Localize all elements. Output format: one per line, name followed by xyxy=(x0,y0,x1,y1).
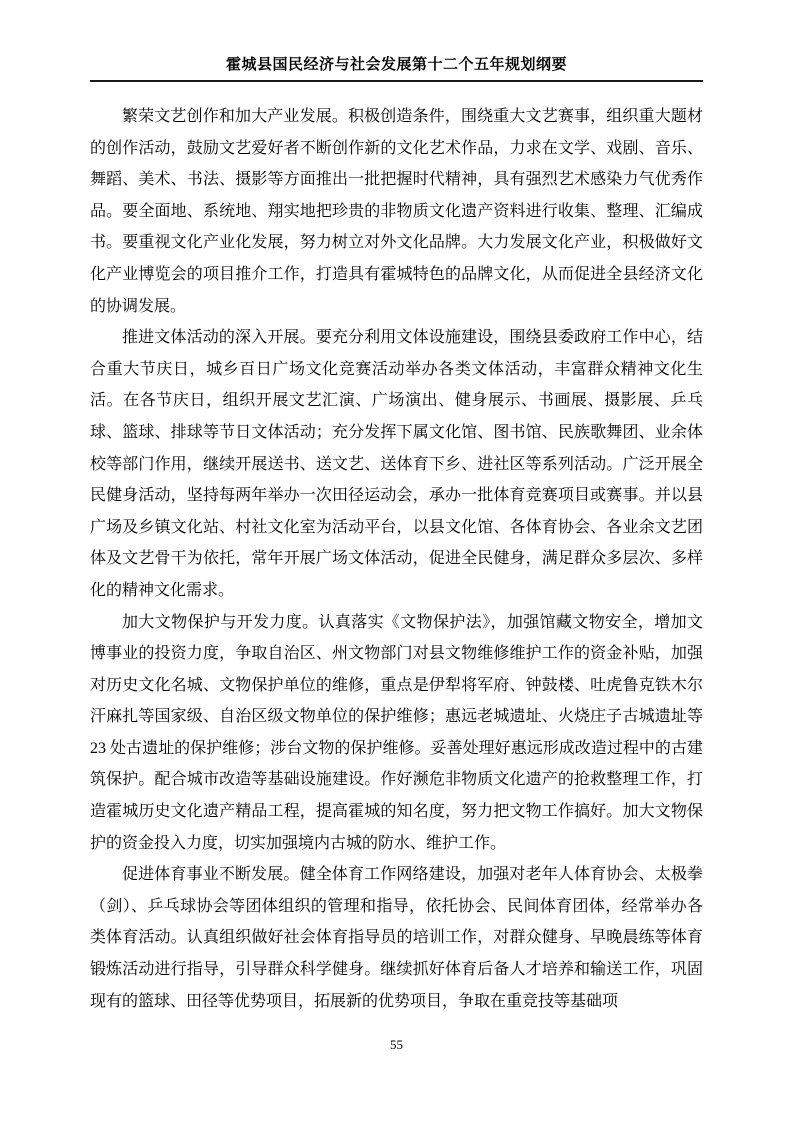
body-paragraph: 促进体育事业不断发展。健全体育工作网络建设，加强对老年人体育协会、太极拳（剑）、乒乓球协会等团体组织的管理和指导，依托协会、民间体育团体，经常举办各类体育活动。认真组织做好社会体育指导员的培训工作，对群众健身、早晚晨练等体育锻炼活动进行指导，引导群众科学健身。继续抓好体育后备人才培养和输送工作，巩固现有的篮球、田径等优势项目，拓展新的优势项目，争取在重竞技等基础项 xyxy=(90,866,703,1010)
page-number: 55 xyxy=(390,1037,403,1052)
body-paragraph: 加大文物保护与开发力度。认真落实《文物保护法》，加强馆藏文物安全，增加文博事业的投资力度，争取自治区、州文物部门对县文物维修维护工作的资金补贴，加强对历史文化名城、文物保护单位的维修，重点是伊犁将军府、钟鼓楼、吐虎鲁克铁木尔汗麻扎等国家级、自治区级文物单位的保护维修；惠远老城遗址、火烧庄子古城遗址等 23 处古遗址的保护维修；涉台文物的保护维修。妥善处理好惠远形成改造过程中的古建筑保护。配合城市改造等基础设施建设。作好濒危非物质文化遗产的抢救整理工作，打造霍城历史文化遗产精品工程，提高霍城的知名度，努力把文物工作搞好。加大文物保护的资金投入力度，切实加强境内古城的防水、维护工作。 xyxy=(90,613,703,852)
page-header xyxy=(90,0,703,82)
header-title: 霍城县国民经济与社会发展第十二个五年规划纲要 xyxy=(225,57,567,73)
body-paragraph: 繁荣文艺创作和加大产业发展。积极创造条件，围绕重大文艺赛事，组织重大题材的创作活动，鼓励文艺爱好者不断创作新的文化艺术作品，力求在文学、戏剧、音乐、舞蹈、美术、书法、摄影等方面推出一批把握时代精神，具有强烈艺术感染力气优秀作品。要全面地、系统地、翔实地把珍贵的非物质文化遗产资料进行收集、整理、汇编成书。要重视文化产业化发展，努力树立对外文化品牌。大力发展文化产业，积极做好文化产业博览会的项目推介工作，打造具有霍城特色的品牌文化，从而促进全县经济文化的协调发展。 xyxy=(90,108,703,315)
body-paragraph: 推进文体活动的深入开展。要充分利用文体设施建设，围绕县委政府工作中心，结合重大节庆日，城乡百日广场文化竞赛活动举办各类文体活动，丰富群众精神文化生活。在各节庆日，组织开展文艺汇演、广场演出、健身展示、书画展、摄影展、乒乓球、篮球、排球等节日文体活动；充分发挥下属文化馆、图书馆、民族歌舞团、业余体校等部门作用，继续开展送书、送文艺、送体育下乡、进社区等系列活动。广泛开展全民健身活动，坚持每两年举办一次田径运动会，承办一批体育竞赛项目或赛事。并以县广场及乡镇文化站、村社文化室为活动平台，以县文化馆、各体育协会、各业余文艺团体及文艺骨干为依托，常年开展广场文体活动，促进全民健身，满足群众多层次、多样化的精神文化需求。 xyxy=(90,329,703,599)
document-body xyxy=(90,101,703,1017)
